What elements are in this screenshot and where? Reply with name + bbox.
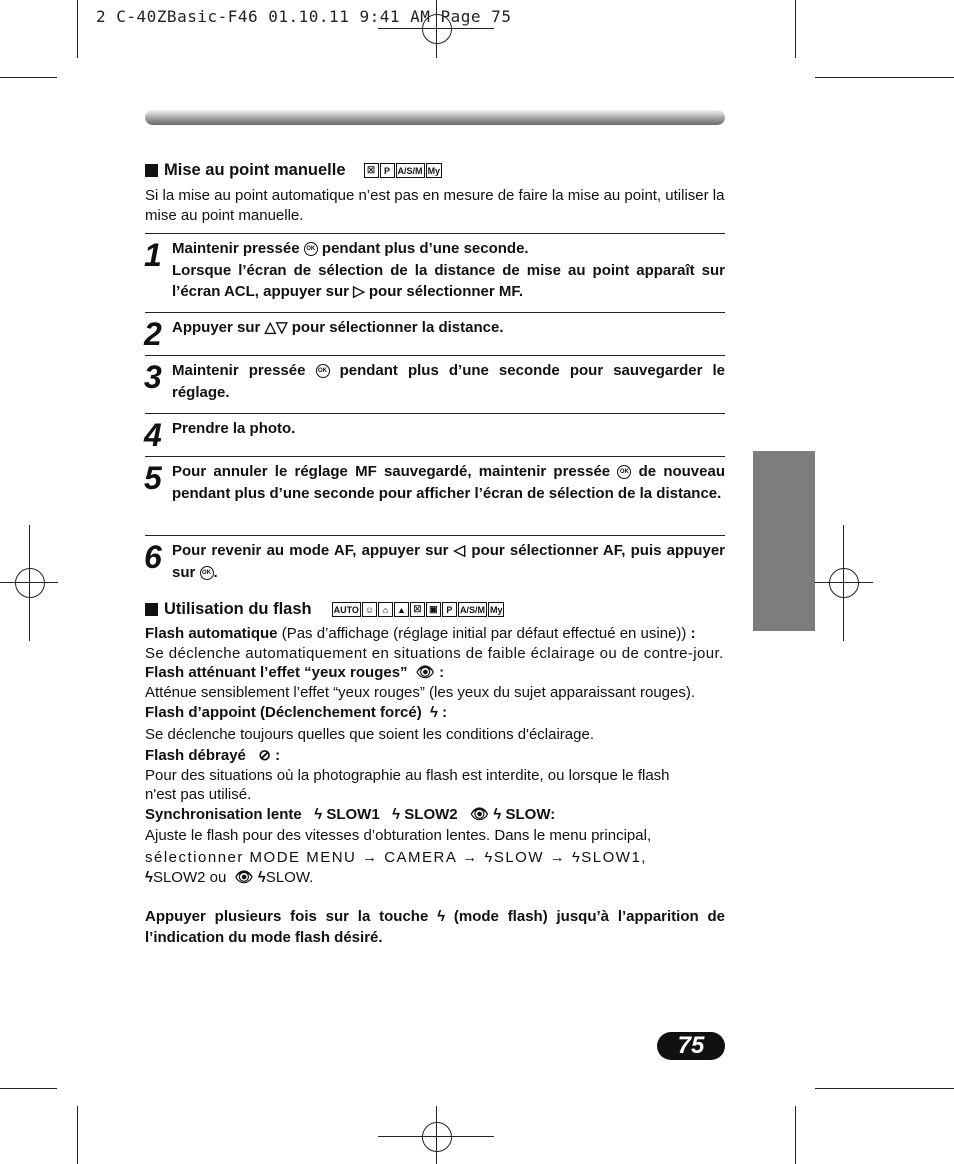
section-heading-flash: Utilisation du flash AUTO ☺ ⌂ ▲ ☒ ▣ P A/S/M My (145, 600, 504, 619)
red-eye-icon: 👁 ϟ (230, 869, 266, 886)
header-bar (145, 110, 725, 125)
mode-icons (332, 602, 505, 617)
flash-slow-desc-1: Ajuste le flash pour des vitesses d’obturation lentes. Dans le menu principal, (145, 827, 652, 844)
mode-icon: ☒ (410, 602, 425, 617)
flash-redeye-desc: Atténue sensiblement l’effet “yeux rouges” (les yeux du sujet apparaissant rouges). (145, 683, 696, 701)
mode-icon: ☒ (364, 163, 379, 178)
mode-icon: A/S/M (458, 602, 487, 617)
flash-redeye: Flash atténuant l’effet “yeux rouges” 👁 : (145, 664, 445, 681)
flash-bolt-icon: ϟ : (425, 704, 448, 721)
mode-icon: ☺ (362, 602, 377, 617)
flash-auto-desc: Se déclenche automatiquement en situations de faible éclairage ou de contre-jour. (145, 644, 724, 662)
section-intro: Si la mise au point automatique n’est pas en mesure de faire la mise au point, utiliser la mise au point manuelle. (145, 187, 725, 224)
flash-slow: Synchronisation lente ϟ SLOW1 ϟ SLOW2 👁 ϟ SLOW: (145, 805, 556, 823)
section-heading-manual-focus: Mise au point manuelle ☒ P A/S/M My (145, 161, 442, 180)
flash-off-desc: Pour des situations où la photographie au flash est interdite, ou lorsque le flash n'est pas utilisé. (145, 766, 670, 803)
mode-icon: A/S/M (396, 163, 425, 178)
mode-icon: My (488, 602, 505, 617)
flash-off-icon: ⊘ : (250, 747, 281, 764)
flash-bolt-icon: ϟ (383, 805, 401, 823)
flash-instruction: Appuyer plusieurs fois sur la touche ϟ (mode flash) jusqu’à l’apparition de l’indication du mode flash désiré. (145, 907, 725, 946)
red-eye-icon: 👁 : (411, 664, 445, 681)
flash-bolt-icon: ϟ (305, 805, 323, 823)
print-slug: 2 C-40ZBasic-F46 01.10.11 9:41 AM Page 75 (96, 7, 512, 26)
page-number: 75 (657, 1032, 725, 1060)
flash-fill-desc: Se déclenche toujours quelles que soient les conditions d'éclairage. (145, 725, 594, 743)
flash-slow-desc-2: sélectionner MODE MENU → CAMERA → ϟSLOW → ϟSLOW1, (145, 848, 647, 866)
ok-button-icon: OK (316, 364, 330, 378)
mode-icon: P (442, 602, 457, 617)
ok-button-icon: OK (304, 242, 318, 256)
mode-icon: ▲ (394, 602, 409, 617)
flash-slow-desc-3: ϟSLOW2 ou 👁 ϟSLOW. (145, 869, 314, 886)
mode-icon: AUTO (332, 602, 361, 617)
flash-fill: Flash d’appoint (Déclenchement forcé) ϟ : (145, 704, 448, 721)
ok-button-icon: OK (200, 566, 214, 580)
flash-bolt-icon: ϟ (145, 869, 153, 886)
mode-icon: ▣ (426, 602, 441, 617)
ok-button-icon: OK (617, 465, 631, 479)
flash-auto: Flash automatique (Pas d’affichage (réglage initial par défaut effectué en usine)) : (145, 625, 696, 642)
chapter-tab (753, 451, 815, 631)
bullet-square (145, 164, 158, 177)
red-eye-icon: 👁 ϟ (461, 805, 502, 823)
mode-icon: My (426, 163, 443, 178)
flash-off: Flash débrayé ⊘ : (145, 747, 281, 764)
mode-icon: ⌂ (378, 602, 393, 617)
mode-icons (364, 163, 443, 178)
mode-icon: P (380, 163, 395, 178)
bullet-square (145, 603, 158, 616)
flash-modes-list (145, 624, 725, 948)
